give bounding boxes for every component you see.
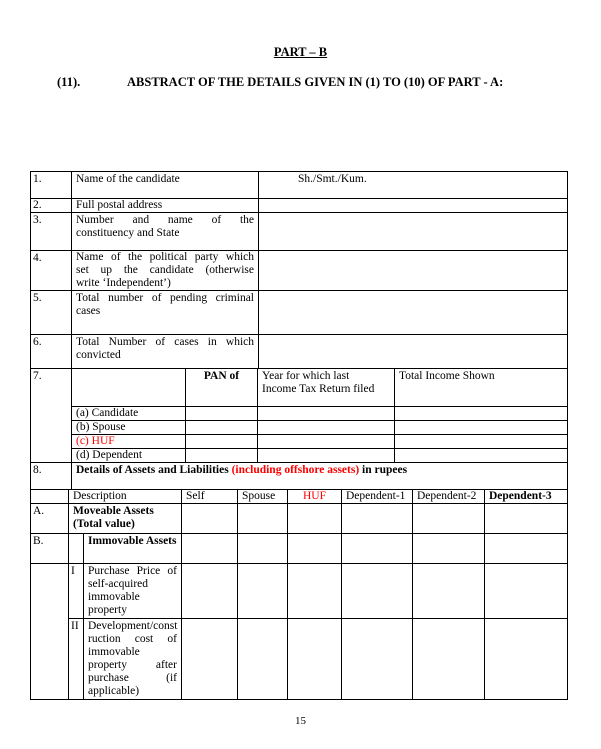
- row-label: Development/const ruction cost of immovable property after purchase (if applicable): [84, 619, 182, 700]
- col-dependent2: Dependent-2: [413, 490, 485, 504]
- candidate-info-table: [30, 171, 568, 369]
- section-heading: [57, 74, 601, 90]
- table-row: [31, 251, 568, 291]
- row-number: 3.: [31, 213, 72, 251]
- pan-cell: [186, 407, 258, 421]
- col-self: Self: [182, 490, 238, 504]
- value-cell: [238, 504, 288, 534]
- row-number: 4.: [31, 251, 72, 291]
- abstract-table: [0, 171, 601, 700]
- assets-title-part1: Details of Assets and Liabilities: [76, 464, 232, 476]
- value-cell: [182, 504, 238, 534]
- row-number: 1.: [31, 172, 72, 199]
- row-label: Purchase Price of self-acquired immovable property: [84, 564, 182, 619]
- assets-grid-table: [30, 489, 568, 700]
- value-cell: [485, 619, 568, 700]
- value-cell: [238, 619, 288, 700]
- value-cell: [182, 564, 238, 619]
- row-label: Immovable Assets: [84, 534, 182, 564]
- abstract-heading: ABSTRACT OF THE DETAILS GIVEN IN (1) TO (10) OF PART - A:: [127, 75, 504, 89]
- sub-number: II: [69, 619, 84, 700]
- year-header: Year for which last Income Tax Return filed: [258, 369, 395, 407]
- col-description: Description: [69, 490, 182, 504]
- person-label: (b) Spouse: [72, 421, 186, 435]
- assets-title-part2: in rupees: [359, 464, 408, 476]
- value-cell: [342, 619, 413, 700]
- table-row: [31, 463, 568, 490]
- value-cell: [288, 534, 342, 564]
- col-dependent1: Dependent-1: [342, 490, 413, 504]
- row-label: Number and name of the constituency and State: [72, 213, 259, 251]
- pan-income-table: [30, 368, 568, 463]
- value-cell: [413, 619, 485, 700]
- table-header-row: [31, 490, 568, 504]
- table-row: [31, 449, 568, 463]
- row-value: [259, 291, 568, 335]
- value-cell: [413, 504, 485, 534]
- value-cell: [288, 564, 342, 619]
- value-cell: [342, 564, 413, 619]
- value-cell: [182, 534, 238, 564]
- table-row: [31, 199, 568, 213]
- row-number: 2.: [31, 199, 72, 213]
- value-cell: [342, 534, 413, 564]
- assets-title: [72, 463, 568, 490]
- person-label: (d) Dependent: [72, 449, 186, 463]
- value-cell: [182, 619, 238, 700]
- pan-of-header: PAN of: [186, 369, 258, 407]
- table-row: [31, 564, 568, 619]
- year-cell: [258, 435, 395, 449]
- value-cell: [413, 534, 485, 564]
- income-cell: [395, 449, 568, 463]
- row-number: 6.: [31, 335, 72, 369]
- col-dependent3: Dependent-3: [485, 490, 568, 504]
- part-title: [0, 44, 601, 60]
- empty-cell: [72, 369, 186, 407]
- empty-cell: [31, 490, 69, 504]
- table-row: [31, 435, 568, 449]
- value-cell: [238, 564, 288, 619]
- person-label: (a) Candidate: [72, 407, 186, 421]
- row-label: Full postal address: [72, 199, 259, 213]
- row-number: 7.: [31, 369, 72, 463]
- income-cell: [395, 407, 568, 421]
- value-cell: [485, 504, 568, 534]
- table-row: [31, 335, 568, 369]
- assets-title-offshore: (including offshore assets): [231, 464, 360, 476]
- part-title-text: PART – B: [273, 45, 328, 59]
- table-row: [31, 407, 568, 421]
- table-row: [31, 534, 568, 564]
- year-cell: [258, 421, 395, 435]
- value-cell: [288, 619, 342, 700]
- row-value: [259, 199, 568, 213]
- row-label: Name of the political party which set up the candidate (otherwise write ‘Independent’): [72, 251, 259, 291]
- value-cell: [238, 534, 288, 564]
- table-row: [31, 369, 568, 407]
- person-label-huf: (c) HUF: [72, 435, 186, 449]
- col-spouse: Spouse: [238, 490, 288, 504]
- total-income-header: Total Income Shown: [395, 369, 568, 407]
- row-number: 5.: [31, 291, 72, 335]
- value-cell: [485, 534, 568, 564]
- item-number: (11).: [57, 75, 81, 89]
- row-value: [259, 213, 568, 251]
- table-row: [31, 291, 568, 335]
- pan-cell: [186, 435, 258, 449]
- row-number: 8.: [31, 463, 72, 490]
- table-row: [31, 213, 568, 251]
- value-cell: [413, 564, 485, 619]
- income-cell: [395, 421, 568, 435]
- pan-cell: [186, 421, 258, 435]
- sub-number: I: [69, 564, 84, 619]
- row-number: B.: [31, 534, 69, 564]
- table-row: [31, 504, 568, 534]
- value-cell: [342, 504, 413, 534]
- value-cell: [485, 564, 568, 619]
- page-number: 15: [295, 715, 306, 727]
- pan-cell: [186, 449, 258, 463]
- row-value: [259, 335, 568, 369]
- income-cell: [395, 435, 568, 449]
- sub-number: [69, 534, 84, 564]
- row-number: A.: [31, 504, 69, 534]
- year-cell: [258, 449, 395, 463]
- row-label: Total Number of cases in which convicted: [72, 335, 259, 369]
- table-row: [31, 421, 568, 435]
- empty-cell: [31, 564, 69, 700]
- row-label: Total number of pending criminal cases: [72, 291, 259, 335]
- row-label: Name of the candidate: [72, 172, 259, 199]
- year-cell: [258, 407, 395, 421]
- value-cell: [288, 504, 342, 534]
- row-label: Moveable Assets (Total value): [69, 504, 182, 534]
- table-row: [31, 619, 568, 700]
- row-value: Sh./Smt./Kum.: [259, 172, 568, 199]
- table-row: [31, 172, 568, 199]
- row-value: [259, 251, 568, 291]
- assets-title-table: [30, 462, 568, 490]
- col-huf: HUF: [288, 490, 342, 504]
